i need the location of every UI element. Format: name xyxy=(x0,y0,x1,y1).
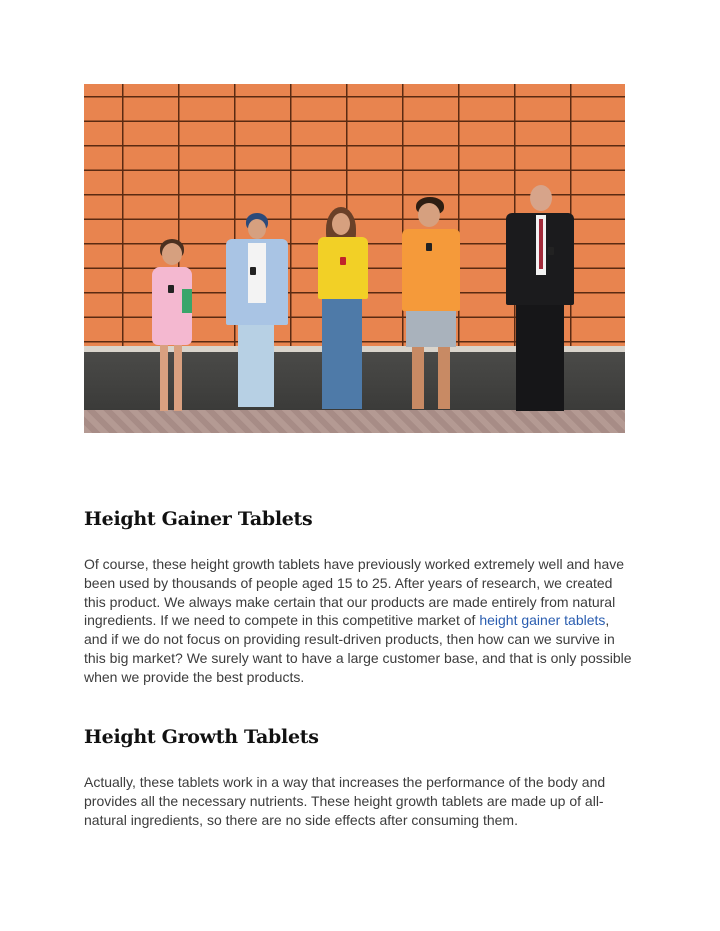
person-man-orange xyxy=(398,197,464,419)
section-paragraph-height-growth: Actually, these tablets work in a way that increases the performance of the body and provides all the necessary nutrients. These height growth tablets are made up of all-natural ingredients, so there are no side effects after consuming them. xyxy=(84,774,606,828)
section-heading-height-gainer: Height Gainer Tablets xyxy=(84,508,313,530)
section-heading-height-growth: Height Growth Tablets xyxy=(84,726,319,748)
person-woman-blue xyxy=(220,213,294,419)
section-paragraph-height-gainer xyxy=(84,555,636,687)
paragraph-text: , and if we do not focus on providing result-driven products, then how can we survive in this big market? We surely want to have a large customer base, and that is only possible when we provide the best products. xyxy=(84,612,632,685)
person-woman-yellow xyxy=(314,207,374,419)
paragraph-text: Of course, these height growth tablets have previously worked extremely well and have been used by thousands of people aged 15 to 25. After years of research, we created this product. We always make certain that our products are made entirely from natural ingredients. If we need to compete in this competitive market of xyxy=(84,556,625,629)
person-girl xyxy=(146,239,200,419)
hero-image xyxy=(84,84,625,433)
height-gainer-tablets-link[interactable]: height gainer tablets xyxy=(479,612,606,629)
person-man-suit xyxy=(502,185,578,419)
